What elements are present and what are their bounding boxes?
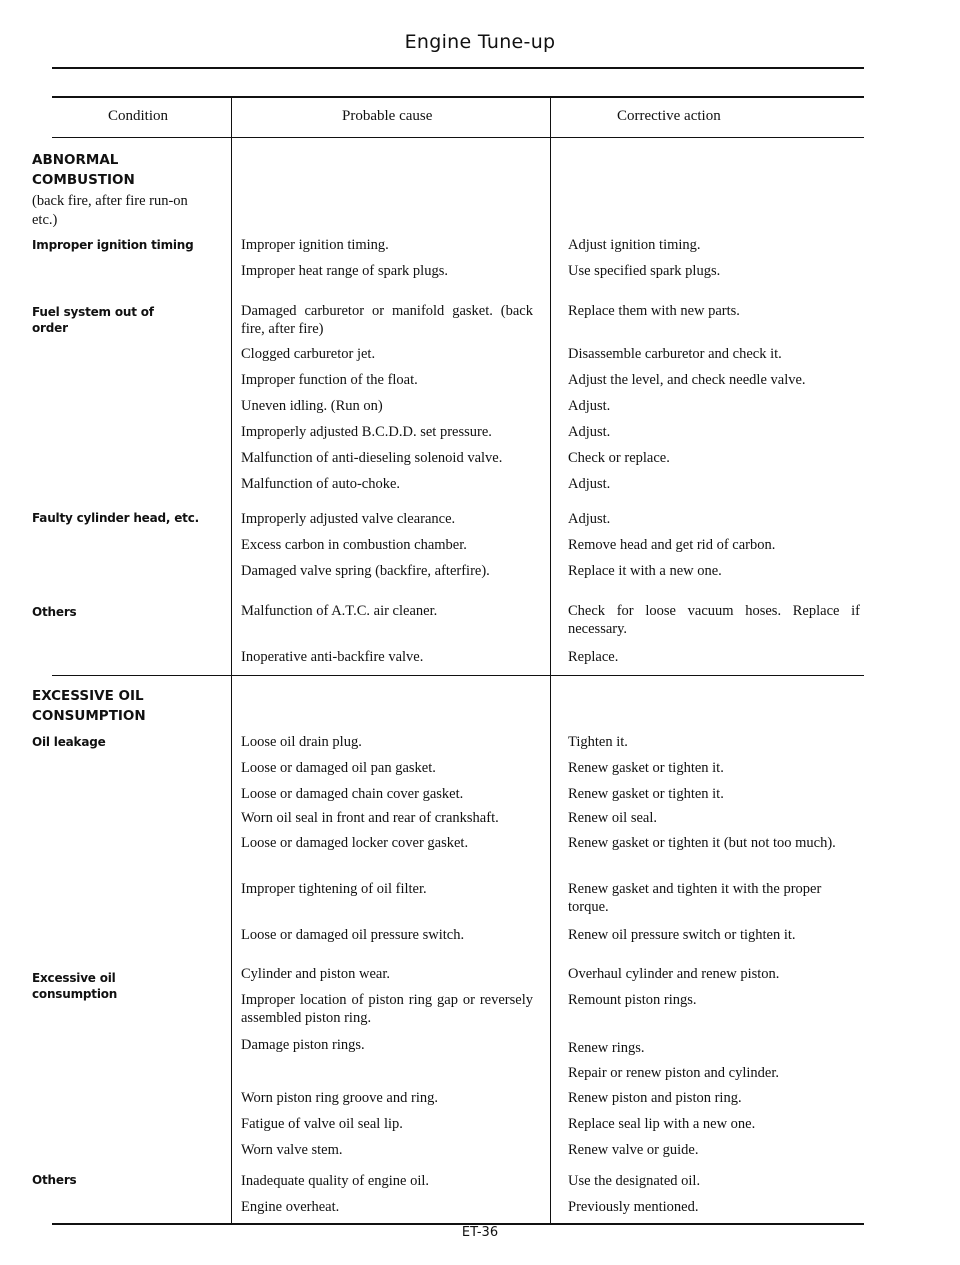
- action-item: Adjust.: [568, 424, 611, 440]
- action-item: Repair or renew piston and cylinder.: [568, 1065, 779, 1081]
- action-item: Adjust.: [568, 511, 611, 527]
- page-title: Engine Tune-up: [404, 31, 556, 53]
- cause-item: Malfunction of anti-dieseling solenoid valve.: [241, 450, 503, 466]
- cause-item: Loose or damaged oil pressure switch.: [241, 927, 465, 943]
- condition-faulty-cylinder-head: Faulty cylinder head, etc.: [32, 511, 199, 525]
- condition-oil-leakage: Oil leakage: [32, 735, 106, 749]
- action-item: Renew gasket and tighten it with the proper torque.: [568, 881, 822, 915]
- cause-item: Damage piston rings.: [241, 1037, 365, 1053]
- action-item: Replace seal lip with a new one.: [568, 1116, 756, 1132]
- action-item: Disassemble carburetor and check it.: [568, 346, 782, 362]
- cause-item: Improper ignition timing.: [241, 237, 389, 253]
- header-condition: Condition: [108, 108, 169, 124]
- cause-item: Uneven idling. (Run on): [241, 398, 383, 414]
- header-probable-cause: Probable cause: [342, 108, 433, 124]
- condition-others-oil: Others: [32, 1173, 77, 1187]
- cause-item: Inadequate quality of engine oil.: [241, 1173, 430, 1189]
- action-item: Adjust ignition timing.: [568, 237, 701, 253]
- action-item: Renew piston and piston ring.: [568, 1090, 742, 1106]
- action-item: Remove head and get rid of carbon.: [568, 537, 776, 553]
- action-item: Replace it with a new one.: [568, 563, 722, 579]
- cause-item: Loose or damaged oil pan gasket.: [241, 760, 436, 776]
- action-item: Overhaul cylinder and renew piston.: [568, 966, 780, 982]
- cause-item: Improper tightening of oil filter.: [241, 881, 427, 897]
- action-item: Adjust the level, and check needle valve.: [568, 372, 806, 388]
- section-heading-line: COMBUSTION: [32, 172, 135, 188]
- cause-item: Loose or damaged locker cover gasket.: [241, 835, 469, 851]
- cause-item: Malfunction of A.T.C. air cleaner.: [241, 603, 438, 619]
- cause-item: Clogged carburetor jet.: [241, 346, 376, 362]
- condition-others-combustion: Others: [32, 605, 77, 619]
- cause-item: Improperly adjusted valve clearance.: [241, 511, 456, 527]
- action-item: Tighten it.: [568, 734, 628, 750]
- cause-item: Worn valve stem.: [241, 1142, 343, 1158]
- cause-item: Malfunction of auto-choke.: [241, 476, 401, 492]
- action-item: Renew rings.: [568, 1040, 645, 1056]
- condition-excessive-oil-consumption: Excessive oil consumption: [32, 971, 118, 1001]
- action-item: Renew valve or guide.: [568, 1142, 699, 1158]
- action-item: Check for loose vacuum hoses. Replace if necessary.: [568, 603, 860, 637]
- cause-item: Fatigue of valve oil seal lip.: [241, 1116, 403, 1132]
- action-item: Use the designated oil.: [568, 1173, 701, 1189]
- section-divider: [52, 675, 864, 676]
- action-item: Previously mentioned.: [568, 1199, 699, 1215]
- action-item: Renew gasket or tighten it (but not too much).: [568, 835, 836, 851]
- action-item: Remount piston rings.: [568, 992, 697, 1008]
- column-divider-2: [550, 97, 551, 1224]
- action-item: Adjust.: [568, 476, 611, 492]
- cause-item: Improper function of the float.: [241, 372, 418, 388]
- section-heading-abnormal-combustion: [32, 150, 135, 190]
- action-item: Adjust.: [568, 398, 611, 414]
- action-item: Renew gasket or tighten it.: [568, 760, 724, 776]
- cause-item: Excess carbon in combustion chamber.: [241, 537, 467, 553]
- table-top-rule: [52, 96, 864, 98]
- title-rule: [52, 67, 864, 69]
- cause-item: Damaged valve spring (backfire, afterfire).: [241, 563, 490, 579]
- section-note: (back fire, after fire run-on etc.): [32, 193, 188, 228]
- action-item: Renew oil pressure switch or tighten it.: [568, 927, 796, 943]
- cause-item: Loose oil drain plug.: [241, 734, 362, 750]
- header-rule: [52, 137, 864, 138]
- action-item: Renew oil seal.: [568, 810, 657, 826]
- condition-fuel-system: Fuel system out of order: [32, 305, 154, 335]
- action-item: Check or replace.: [568, 450, 670, 466]
- section-heading-line: EXCESSIVE OIL: [32, 688, 144, 704]
- cause-item: Improper heat range of spark plugs.: [241, 263, 448, 279]
- section-heading-line: ABNORMAL: [32, 152, 119, 168]
- cause-item: Damaged carburetor or manifold gasket. (back fire, after fire): [241, 303, 533, 337]
- condition-improper-ignition-timing: Improper ignition timing: [32, 238, 194, 252]
- cause-item: Worn oil seal in front and rear of crankshaft.: [241, 810, 499, 826]
- cause-item: Loose or damaged chain cover gasket.: [241, 786, 464, 802]
- header-corrective-action: Corrective action: [617, 108, 721, 124]
- cause-item: Worn piston ring groove and ring.: [241, 1090, 438, 1106]
- cause-item: Engine overheat.: [241, 1199, 340, 1215]
- section-heading-excessive-oil: [32, 686, 146, 726]
- cause-item: Cylinder and piston wear.: [241, 966, 391, 982]
- action-item: Replace them with new parts.: [568, 303, 740, 319]
- cause-item: Improper location of piston ring gap or reversely assembled piston ring.: [241, 992, 533, 1026]
- action-item: Use specified spark plugs.: [568, 263, 721, 279]
- cause-item: Improperly adjusted B.C.D.D. set pressure.: [241, 424, 492, 440]
- cause-item: Inoperative anti-backfire valve.: [241, 649, 424, 665]
- action-item: Replace.: [568, 649, 619, 665]
- action-item: Renew gasket or tighten it.: [568, 786, 724, 802]
- page-number: ET-36: [461, 1225, 499, 1240]
- column-divider-1: [231, 97, 232, 1224]
- section-heading-line: CONSUMPTION: [32, 708, 146, 724]
